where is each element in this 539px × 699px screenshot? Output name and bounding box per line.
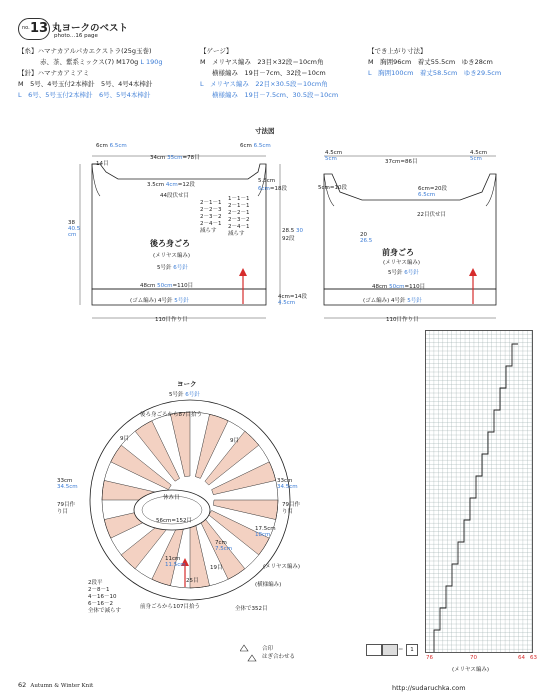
yoke-needle: 5号針 6号針 <box>169 392 200 398</box>
back-rib: (ゴム編み) 4号針 5号針 <box>130 298 189 304</box>
yoke-yoko: (横様編み) <box>255 582 282 588</box>
yoke-dec-table: 2段平 2－8－1 4－16－10 6－16－2 全体で減らす <box>88 580 122 614</box>
yoke-meri: (メリヤス編み) <box>263 564 301 570</box>
yoke-rows-25: 25目 <box>186 578 199 584</box>
back-stitch: (メリヤス編み) <box>153 253 191 259</box>
pattern-number-prefix: no. <box>22 25 30 31</box>
back-total-st: 110目作り目 <box>155 317 188 323</box>
chart-caption: (メリヤス編み) <box>452 667 490 673</box>
front-shoulder: 4.5cm 5cm <box>325 150 343 162</box>
back-rib-height: 4cm=14段 4.5cm <box>278 294 307 306</box>
back-body-diagram <box>60 134 290 334</box>
back-shoulder: 6cm 6.5cm <box>96 143 127 149</box>
legend-box-empty <box>366 644 382 656</box>
front-arm: 5cm=10段 <box>318 185 347 191</box>
yoke-bottom-pickup: 前身ごろから107目拾う <box>140 604 200 610</box>
back-shoulder-right: 6cm 6.5cm <box>240 143 271 149</box>
yoke-left-height: 33cm 34.5cm <box>57 478 78 490</box>
back-top-width: 34cm 35cm=78目 <box>150 155 200 161</box>
back-arm: 5.5cm 6cm=18段 <box>258 178 287 192</box>
yoke-bottom-st: 19目 <box>210 565 223 571</box>
front-shoulder-right: 4.5cm 5cm <box>470 150 488 162</box>
gauge-m-line2: 横様編み 19目－7cm、32段＝10cm <box>212 69 326 77</box>
yarn-label: 【糸】 <box>18 47 38 55</box>
back-needle: 5号針 6号針 <box>157 265 188 271</box>
finished-size-m: M 胸囲96cm 着丈55.5cm ゆき28cm <box>368 58 493 66</box>
yoke-m7: 7cm 7.5cm <box>215 540 233 552</box>
front-total-st: 110目作り目 <box>386 317 419 323</box>
finished-size-label: 【でき上がり寸法】 <box>368 47 427 55</box>
diagram-title: 寸法図 <box>255 127 275 135</box>
back-height: 38 40.5 cm <box>68 220 81 238</box>
legend-arrow-icon <box>240 643 260 665</box>
legend-eq: ＝ <box>398 647 404 653</box>
legend-box-one: 1 <box>406 644 418 656</box>
back-side: 28.5 30 92段 <box>282 228 303 242</box>
back-dec-table-right: 1－1－1 2－1－1 2－2－1 2－3－2 2－4－1 減らす <box>228 196 250 237</box>
chart-x-mid: 70 <box>470 655 477 661</box>
front-needle: 5号針 6号針 <box>388 270 419 276</box>
back-dec-table-left: 2－1－1 2－2－3 2－3－2 2－4－1 減らす <box>200 200 222 234</box>
front-side: 20 26.5 <box>360 232 373 244</box>
front-center: 22目伏せ目 <box>417 212 446 218</box>
front-rib: (ゴム編み) 4号針 5号針 <box>363 298 422 304</box>
materials-block <box>18 46 163 99</box>
back-bottom: 48cm 50cm=110目 <box>140 283 194 289</box>
needle-label: 【針】 <box>18 69 38 77</box>
back-neck-drop: 3.5cm 4cm=12段 <box>147 182 195 188</box>
yarn-weight-m: M170g <box>116 58 139 66</box>
yarn-line1: ハマナカアルパカエクストラ(25g玉巻) <box>37 47 152 55</box>
needle-line1: ハマナカアミアミ <box>37 69 90 77</box>
yoke-rows-9-left: 9目 <box>120 436 129 442</box>
yoke-label: ヨーク <box>177 380 197 388</box>
gauge-m-line1: M メリヤス編み 23目×32段＝10cm角 <box>200 58 324 66</box>
chart-x-end: 63 <box>530 655 537 661</box>
needle-size-l: L 6号、5号玉付2本棒針 6号、5号4本棒針 <box>18 91 151 99</box>
front-label: 前身ごろ <box>382 248 414 257</box>
chart-x-left: 76 <box>426 655 433 661</box>
legend-notes: 合印 はぎ合わせる <box>262 646 296 660</box>
pattern-number-badge <box>18 18 50 40</box>
footer-page: 62 Autumn & Winter Knit <box>18 681 94 689</box>
knitting-chart-grid <box>425 330 535 662</box>
yoke-rows-9-right: 9目 <box>230 438 239 444</box>
pattern-title: 丸ヨークのベスト <box>52 23 129 34</box>
front-stitch: (メリヤス編み) <box>383 260 421 266</box>
finished-size-block <box>368 46 501 77</box>
photo-reference: photo…16 page <box>54 33 98 39</box>
needle-size-m: M 5号、4号玉付2本棒針 5号、4号4本棒針 <box>18 80 153 88</box>
gauge-l-line2: 横様編み 19目－7.5cm、30.5段＝10cm <box>212 91 339 99</box>
yoke-total: 全体で352目 <box>235 606 268 612</box>
back-dec-44: 44段伏せ目 <box>160 193 189 199</box>
yoke-m17: 17.5cm 18cm <box>255 526 276 538</box>
yarn-weight-l: L 190g <box>140 58 163 66</box>
back-label: 後ろ身ごろ <box>150 239 190 248</box>
yarn-line2a: 赤、茶、紫系ミックス(7) <box>40 58 115 66</box>
finished-size-l: L 胸囲100cm 着丈58.5cm ゆき29.5cm <box>368 69 502 77</box>
yoke-center-label: 休み目 <box>163 495 180 501</box>
front-bottom: 48cm 50cm=110目 <box>372 284 426 290</box>
gauge-l-line1: L メリヤス編み 22目×30.5段＝10cm角 <box>200 80 328 88</box>
chart-x-right: 64 <box>518 655 525 661</box>
yoke-left-st: 79目作り目 <box>57 502 75 515</box>
pattern-number: 13 <box>30 21 49 36</box>
legend-box-shaded <box>382 644 398 656</box>
yoke-right-height: 33cm 34.5cm <box>277 478 298 490</box>
yoke-width-11: 11cm 11.5cm <box>165 556 186 568</box>
gauge-block <box>200 46 338 99</box>
front-neck: 6cm=20段 6.5cm <box>418 186 447 198</box>
gauge-label: 【ゲージ】 <box>200 47 233 55</box>
front-top-width: 37cm=86目 <box>385 159 418 165</box>
yoke-right-st: 79目作り目 <box>282 502 300 515</box>
footer-url: http://sudaruchka.com <box>392 684 466 692</box>
back-shoulder-st: 14目 <box>96 161 109 167</box>
yoke-top-pickup: 後ろ身ごろから87目拾う <box>140 412 202 418</box>
yoke-center-rows: 56cm=152目 <box>156 518 192 524</box>
